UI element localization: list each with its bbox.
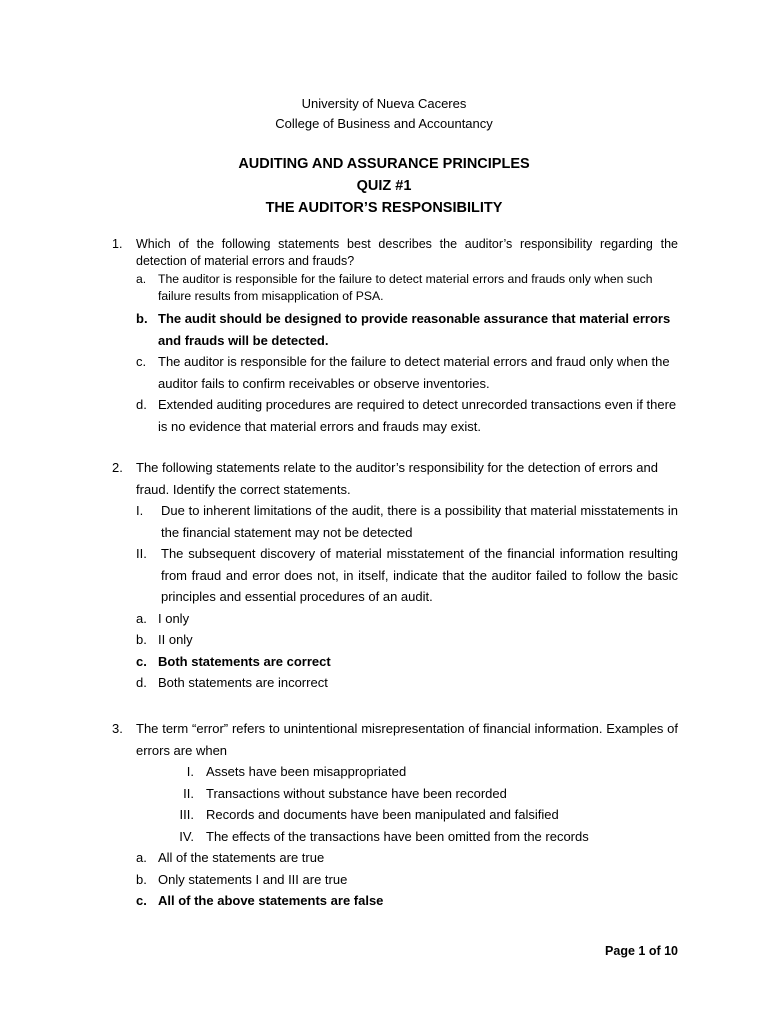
option-letter: a.: [136, 272, 147, 286]
question-text: Which of the following statements best describes the auditor’s responsibility regarding the detection of material errors and frauds?: [136, 237, 678, 268]
statement-numeral: I.: [186, 764, 194, 779]
statement-numeral: IV.: [179, 828, 194, 844]
topic-title: THE AUDITOR’S RESPONSIBILITY: [265, 200, 503, 216]
option-letter: b.: [136, 871, 147, 887]
option-text: I only: [158, 610, 190, 626]
option-letter: c.: [136, 354, 147, 369]
option-letter: b.: [136, 632, 147, 647]
statement-numeral: II.: [136, 546, 147, 561]
question-2-statement-2: [112, 543, 678, 608]
option-text: The audit should be designed to provide reasonable assurance that material errors and frauds will be detected.: [158, 311, 671, 348]
statement-text: Transactions without substance have been recorded: [206, 785, 507, 801]
question-number: 1.: [112, 237, 123, 251]
option-letter: a.: [136, 850, 147, 865]
option-letter: c.: [136, 893, 147, 908]
question-3: [112, 718, 678, 912]
question-3-stem: [112, 718, 678, 761]
page-number: Page 1 of 10: [605, 944, 678, 958]
question-1-option-c: [112, 351, 678, 394]
question-3-statement-4: [112, 826, 678, 848]
quiz-title: QUIZ #1: [356, 178, 412, 194]
option-letter: b.: [136, 311, 148, 326]
question-number: 2.: [112, 460, 123, 475]
question-2-stem: [112, 457, 678, 500]
question-3-statement-1: [112, 761, 678, 783]
question-1-option-d: [112, 394, 678, 437]
statement-numeral: I.: [136, 503, 144, 518]
option-letter: d.: [136, 397, 147, 412]
question-2-option-b: [112, 629, 678, 651]
option-text: II only: [158, 632, 193, 647]
college-name: College of Business and Accountancy: [275, 116, 493, 131]
option-text: Only statements I and III are true: [158, 871, 348, 887]
question-text: The following statements relate to the auditor’s responsibility for the detection of errors and fraud. Identify the correct statements.: [136, 460, 658, 497]
statement-text: The effects of the transactions have been omitted from the records: [206, 828, 589, 844]
question-1-stem: [112, 236, 678, 270]
statement-numeral: III.: [179, 807, 194, 822]
question-2-statement-1: [112, 500, 678, 543]
question-2-option-c: [112, 651, 678, 673]
question-number: 3.: [112, 721, 123, 736]
statement-text: Records and documents have been manipulated and falsified: [206, 807, 559, 822]
question-text: The term “error” refers to unintentional misrepresentation of financial information. Examples of errors are when: [136, 721, 678, 758]
option-text: All of the above statements are false: [158, 893, 384, 908]
statement-numeral: II.: [183, 785, 194, 801]
option-letter: a.: [136, 610, 147, 626]
question-3-statement-2: [112, 783, 678, 805]
question-3-option-c: [112, 890, 678, 912]
option-text: Both statements are incorrect: [158, 675, 328, 690]
question-3-option-a: [112, 847, 678, 869]
option-text: Extended auditing procedures are required to detect unrecorded transactions even if there is no evidence that material errors and frauds may exist.: [158, 397, 677, 434]
university-name: University of Nueva Caceres: [301, 96, 467, 111]
statement-text: Due to inherent limitations of the audit, there is a possibility that material misstatements in the financial statement may not be detected: [161, 503, 678, 540]
question-3-statement-3: [112, 804, 678, 826]
document-header: [0, 94, 768, 134]
question-3-option-b: [112, 869, 678, 891]
document-titles: [0, 153, 768, 219]
course-title: AUDITING AND ASSURANCE PRINCIPLES: [238, 156, 530, 172]
question-1: [112, 236, 678, 437]
question-1-option-b: [112, 308, 678, 351]
question-2-option-a: [112, 608, 678, 630]
option-letter: d.: [136, 675, 147, 690]
option-text: The auditor is responsible for the failure to detect material errors and frauds only when such failure results from misapplication of PSA.: [158, 272, 653, 303]
option-text: All of the statements are true: [158, 850, 325, 865]
statement-text: The subsequent discovery of material misstatement of the financial information resulting from fraud and error does not, in itself, indicate that the auditor failed to follow the basic principles and essential procedures of an audit.: [161, 546, 678, 604]
question-1-option-a: [112, 271, 678, 305]
option-letter: c.: [136, 653, 147, 669]
question-2: [112, 457, 678, 694]
option-text: The auditor is responsible for the failure to detect material errors and fraud only when the auditor fails to confirm receivables or observe inventories.: [158, 354, 670, 391]
statement-text: Assets have been misappropriated: [206, 764, 407, 779]
option-text: Both statements are correct: [158, 653, 331, 669]
question-2-option-d: [112, 672, 678, 694]
